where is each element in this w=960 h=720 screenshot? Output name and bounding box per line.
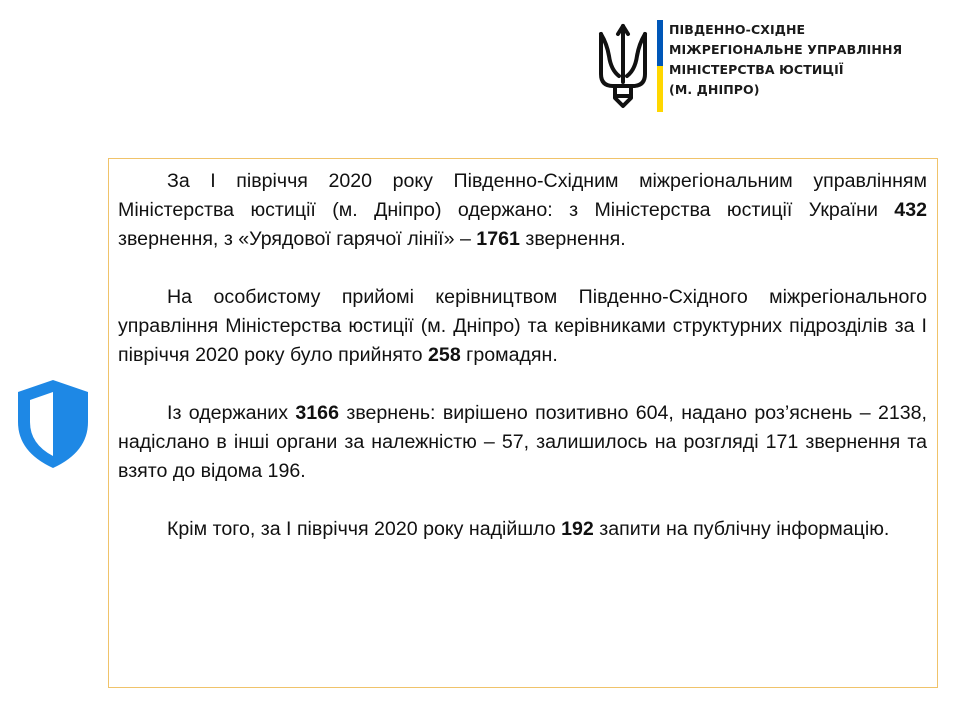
text-segment: Крім того, за І півріччя 2020 року надійшло: [167, 518, 562, 540]
text-segment: На особистому прийомі керівництвом Південно-Східного міжрегіонального управління Міністерства юстиції (м. Дніпро) та керівниками структурних підрозділів за І півріччя 2020 року було прийнято: [118, 286, 927, 366]
text-segment: запити на публічну інформацію.: [593, 518, 890, 540]
trident-icon: [593, 20, 653, 110]
organization-name: [669, 20, 902, 100]
text-segment: За І півріччя 2020 року Південно-Східним міжрегіональним управлінням Міністерства юстиції (м. Дніпро) одержано: з Міністерства юстиції України: [118, 170, 927, 221]
paragraph-reception: [118, 283, 927, 370]
org-line: (М. ДНІПРО): [669, 82, 760, 97]
text-segment: звернення.: [519, 228, 626, 250]
paragraph-results: [118, 399, 927, 486]
org-line: ПІВДЕННО-СХІДНЕ: [669, 22, 806, 37]
org-line: МІНІСТЕРСТВА ЮСТИЦІЇ: [669, 62, 844, 77]
org-line: МІЖРЕГІОНАЛЬНЕ УПРАВЛІННЯ: [669, 42, 903, 57]
citizens-received-count: 258: [428, 344, 461, 366]
paragraph-public-info: [118, 515, 927, 544]
text-segment: звернення, з «Урядової гарячої лінії» –: [118, 228, 477, 250]
appeals-ministry-count: 432: [894, 199, 927, 221]
flag-blue-stripe: [657, 20, 663, 66]
flag-yellow-stripe: [657, 66, 663, 112]
public-info-requests-count: 192: [561, 518, 594, 540]
text-segment: звернень: вирішено позитивно 604, надано роз’яснень – 2138, надіслано в інші органи за належністю – 57, залишилось на розгляді 171 звернення та взято до відома 196.: [118, 402, 927, 482]
flag-bar: [657, 20, 663, 112]
paragraph-appeals: [118, 167, 927, 254]
text-segment: громадян.: [460, 344, 558, 366]
shield-icon: [16, 378, 90, 470]
total-appeals-count: 3166: [295, 402, 339, 424]
info-text-box: [108, 158, 938, 688]
ministry-logo: [593, 20, 902, 112]
appeals-hotline-count: 1761: [476, 228, 520, 250]
text-segment: Із одержаних: [167, 402, 296, 424]
